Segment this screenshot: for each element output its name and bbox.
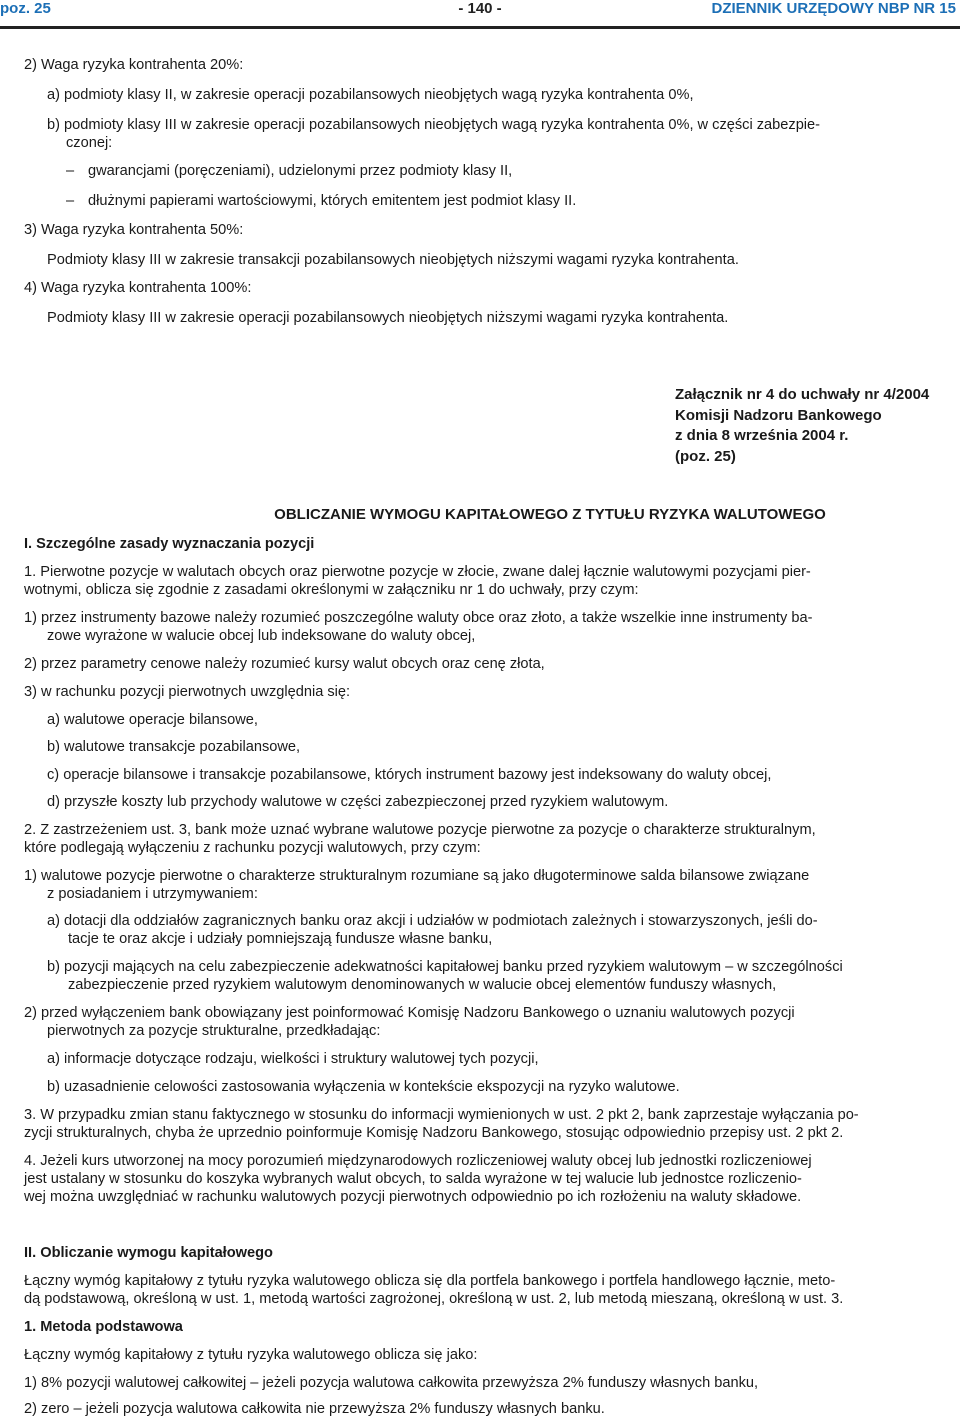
i1-line-1: 1) przez instrumenty bazowe należy rozumieć poszczególne waluty obce oraz złoto, a także wszelkie inne instrumenty ba- [24, 610, 813, 626]
j1a-line-2: tacje te oraz akcje i udziały pomniejszają fundusze własne banku, [68, 931, 493, 947]
annex-line-4: (poz. 25) [675, 448, 736, 465]
method-heading: 1. Metoda podstawowa [24, 1319, 183, 1335]
method-item-1: 1) 8% pozycji walutowej całkowitej – jeżeli pozycja walutowa całkowita przewyższa 2% funduszy własnych banku, [24, 1375, 759, 1391]
method-item-2: 2) zero – jeżeli pozycja walutowa całkowita nie przewyższa 2% funduszy własnych banku. [24, 1401, 605, 1417]
weight-100-text: Podmioty klasy III w zakresie operacji pozabilansowych nieobjętych niższymi wagami ryzyka kontrahenta. [47, 310, 729, 326]
method-text: Łączny wymóg kapitałowy z tytułu ryzyka walutowego oblicza się jako: [24, 1347, 478, 1363]
journal-title: DZIENNIK URZĘDOWY NBP NR 15 [711, 0, 956, 17]
p2-line-1: 2. Z zastrzeżeniem ust. 3, bank może uznać wybrane walutowe pozycje pierwotne za pozycje o charakterze strukturalnym, [24, 822, 816, 838]
dash-item-2-text: dłużnymi papierami wartościowymi, których emitentem jest podmiot klasy II. [88, 193, 577, 209]
part-2-heading: II. Obliczanie wymogu kapitałowego [24, 1245, 273, 1261]
page-number: - 140 - [458, 0, 502, 17]
weight-20-heading: 2) Waga ryzyka kontrahenta 20%: [24, 57, 244, 73]
i3d: d) przyszłe koszty lub przychody walutowe w części zabezpieczonej przed ryzykiem walutowym. [47, 794, 669, 810]
p4-line-1: 4. Jeżeli kurs utworzonej na mocy porozumień międzynarodowych rozliczeniowej waluty obcej lub jednostki rozliczeniowej [24, 1153, 812, 1169]
i3a: a) walutowe operacje bilansowe, [47, 712, 258, 728]
j1a-line-1: a) dotacji dla oddziałów zagranicznych banku oraz akcji i udziałów w podmiotach zależnych i stowarzyszonych, jeśli do- [47, 913, 818, 929]
annex-line-2: Komisji Nadzoru Bankowego [675, 407, 882, 424]
main-title: OBLICZANIE WYMOGU KAPITAŁOWEGO Z TYTUŁU RYZYKA WALUTOWEGO [274, 506, 826, 523]
weight-20-item-b-line2: czonej: [66, 135, 113, 151]
p4-line-2: jest ustalany w stosunku do koszyka wybranych walut obcych, to salda wyrażone w tej walucie lub jednostce rozliczenio- [24, 1171, 802, 1187]
p3-line-1: 3. W przypadku zmian stanu faktycznego w stosunku do informacji wymienionych w ust. 2 pkt 2, bank zaprzestaje wyłączania po- [24, 1107, 859, 1123]
i3: 3) w rachunku pozycji pierwotnych uwzględnia się: [24, 684, 351, 700]
i2: 2) przez parametry cenowe należy rozumieć kursy walut obcych oraz cenę złota, [24, 656, 545, 672]
part-1-heading: I. Szczególne zasady wyznaczania pozycji [24, 536, 315, 552]
weight-20-item-a: a) podmioty klasy II, w zakresie operacji pozabilansowych nieobjętych wagą ryzyka kontrahenta 0%, [47, 87, 694, 103]
weight-50-text: Podmioty klasy III w zakresie transakcji pozabilansowych nieobjętych niższymi wagami ryzyka kontrahenta. [47, 252, 739, 268]
part-2-p-line-2: dą podstawową, określoną w ust. 1, metodą wartości zagrożonej, określoną w ust. 2, lub metodą mieszaną, określoną w ust. 3. [24, 1291, 844, 1307]
j2-line-2: pierwotnych za pozycje strukturalne, przedkładając: [47, 1023, 381, 1039]
i3b: b) walutowe transakcje pozabilansowe, [47, 739, 301, 755]
dash-item-1-text: gwarancjami (poręczeniami), udzielonymi przez podmioty klasy II, [88, 163, 513, 179]
part-2-p-line-1: Łączny wymóg kapitałowy z tytułu ryzyka walutowego oblicza się dla portfela bankowego i portfela handlowego łącznie, meto- [24, 1273, 836, 1289]
i1-line-2: zowe wyrażone w walucie obcej lub indeksowane do waluty obcej, [47, 628, 476, 644]
dash-item-2: – dłużnymi papierami wartościowymi, których emitentem jest podmiot klasy II. [66, 193, 577, 209]
j1-line-2: z posiadaniem i utrzymywaniem: [47, 886, 258, 902]
p1-line-1: 1. Pierwotne pozycje w walutach obcych oraz pierwotne pozycje w złocie, zwane dalej łącznie walutowymi pozycjami pier- [24, 564, 811, 580]
j2b: b) uzasadnienie celowości zastosowania wyłączenia w kontekście ekspozycji na ryzyko walutowe. [47, 1079, 680, 1095]
weight-20-item-b-line1: b) podmioty klasy III w zakresie operacji pozabilansowych nieobjętych wagą ryzyka kontrahenta 0%, w części zabezpie- [47, 117, 821, 133]
p1-line-2: wotnymi, oblicza się zgodnie z zasadami określonymi w załączniku nr 1 do uchwały, przy czym: [24, 582, 639, 598]
page-header [0, 0, 960, 26]
j1b-line-1: b) pozycji mających na celu zabezpieczenie adekwatności kapitałowej banku przed ryzykiem walutowym – w szczególności [47, 959, 843, 975]
weight-100-heading: 4) Waga ryzyka kontrahenta 100%: [24, 280, 252, 296]
annex-line-3: z dnia 8 września 2004 r. [675, 427, 849, 444]
j2-line-1: 2) przed wyłączeniem bank obowiązany jest poinformować Komisję Nadzoru Bankowego o uznaniu walutowych pozycji [24, 1005, 795, 1021]
p3-line-2: zycji strukturalnych, chyba że uprzednio poinformuje Komisję Nadzoru Bankowego, stosując odpowiednio przepisy ust. 2 pkt 2. [24, 1125, 844, 1141]
p4-line-3: wej można uwzględniać w rachunku walutowych pozycji pierwotnych odpowiednio po ich rozłożeniu na waluty składowe. [24, 1189, 802, 1205]
dash-item-1: – gwarancjami (poręczeniami), udzielonymi przez podmioty klasy II, [66, 163, 513, 179]
j2a: a) informacje dotyczące rodzaju, wielkości i struktury walutowej tych pozycji, [47, 1051, 539, 1067]
p2-line-2: które podlegają wyłączeniu z rachunku pozycji walutowych, przy czym: [24, 840, 481, 856]
j1-line-1: 1) walutowe pozycje pierwotne o charakterze strukturalnym rozumiane są jako długoterminowe salda bilansowe związane [24, 868, 810, 884]
annex-line-1: Załącznik nr 4 do uchwały nr 4/2004 [675, 386, 930, 403]
j1b-line-2: zabezpieczenie przed ryzykiem walutowym denominowanych w walucie obcej elementów funduszy własnych, [68, 977, 777, 993]
i3c: c) operacje bilansowe i transakcje pozabilansowe, których instrument bazowy jest indeksowany do waluty obcej, [47, 767, 772, 783]
weight-50-heading: 3) Waga ryzyka kontrahenta 50%: [24, 222, 244, 238]
position-ref: poz. 25 [0, 0, 51, 17]
header-rule [0, 26, 960, 29]
